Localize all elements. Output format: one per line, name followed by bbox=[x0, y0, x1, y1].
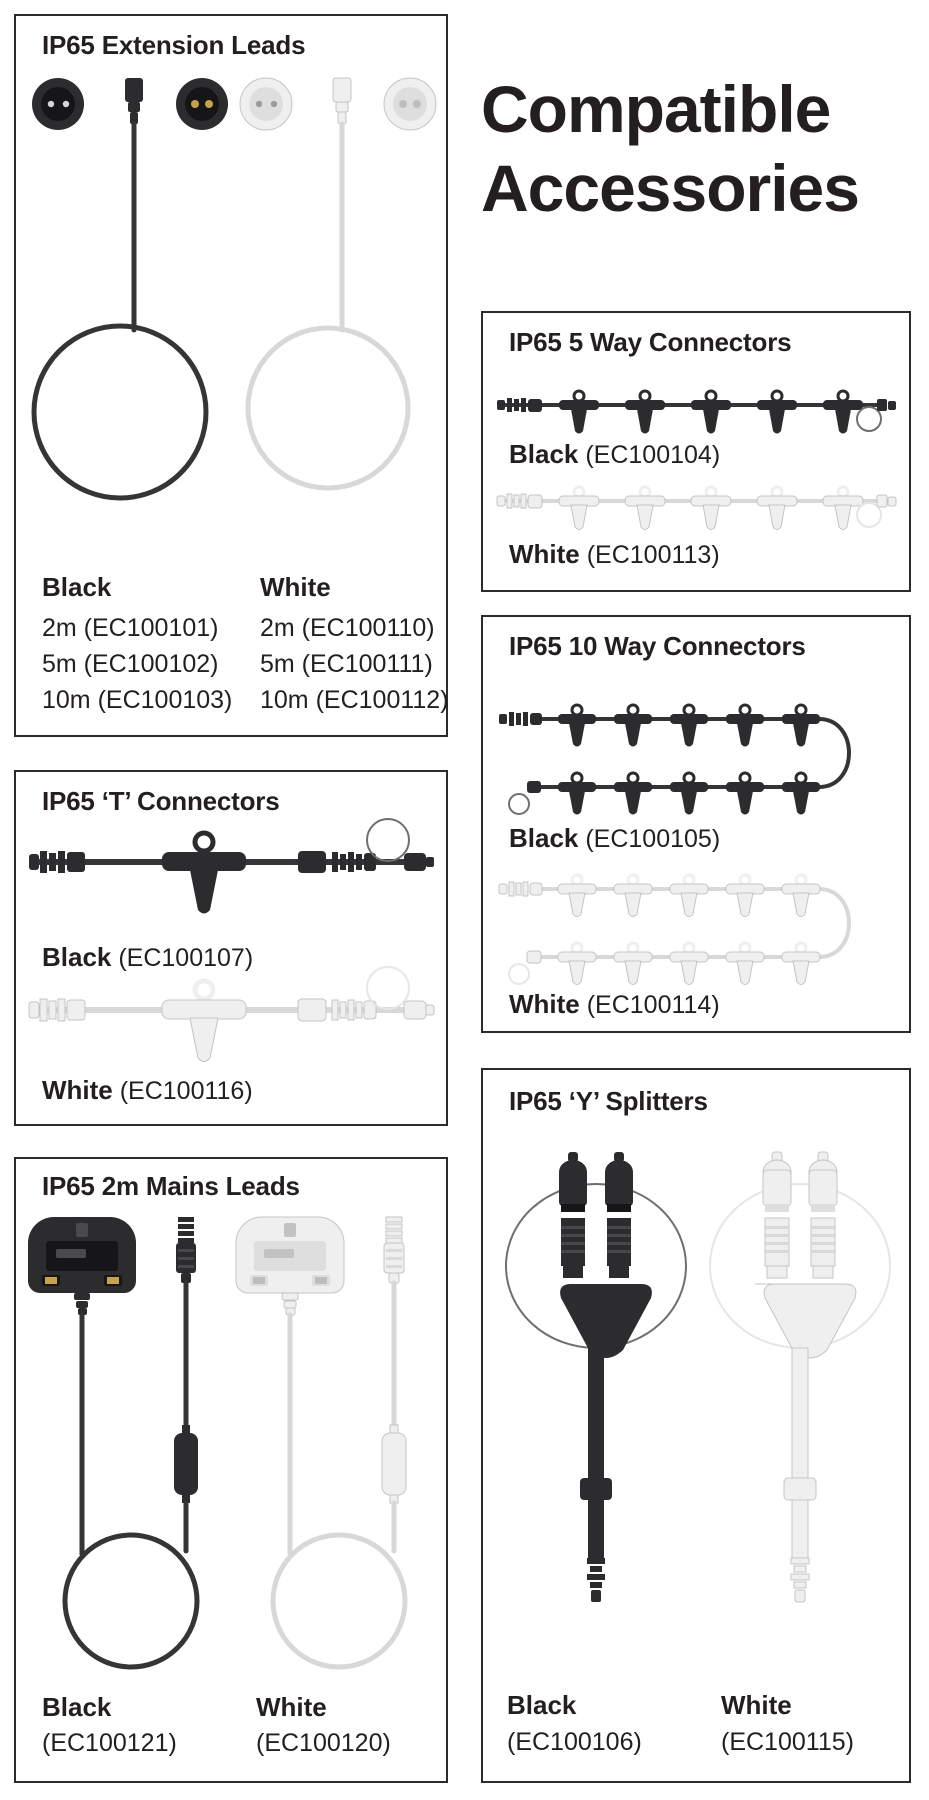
variant-label-black: Black bbox=[42, 942, 112, 972]
extension-lead-black-image bbox=[22, 68, 234, 548]
variant-row: 5m (EC100102) bbox=[42, 650, 219, 678]
variant-label-black: Black bbox=[507, 1690, 577, 1720]
t-connector-white-image bbox=[26, 966, 436, 1070]
variant-code-white: (EC100114) bbox=[586, 991, 720, 1019]
variant-code-black: (EC100104) bbox=[585, 441, 721, 469]
variant-code-white: (EC100115) bbox=[721, 1728, 854, 1756]
variant-label-black: Black bbox=[42, 1692, 112, 1722]
section-ten-way-connectors bbox=[481, 615, 911, 1033]
variant-codes-white bbox=[260, 610, 449, 718]
five-way-white-image bbox=[495, 485, 898, 533]
section-title: IP65 10 Way Connectors bbox=[509, 631, 806, 661]
y-splitter-black-image bbox=[501, 1138, 691, 1653]
variant-line-black bbox=[509, 439, 720, 470]
variant-code-black: (EC100121) bbox=[42, 1729, 177, 1757]
five-way-black-image bbox=[495, 389, 898, 437]
variant-code-white: (EC100120) bbox=[256, 1729, 391, 1757]
variant-code-black: (EC100105) bbox=[585, 825, 721, 853]
extension-lead-white-image bbox=[230, 68, 442, 548]
section-title: IP65 ‘T’ Connectors bbox=[42, 786, 280, 816]
mains-lead-white-image bbox=[234, 1211, 439, 1671]
variant-label-black: Black bbox=[509, 823, 579, 853]
ten-way-black-image bbox=[497, 699, 892, 821]
variant-label-white: White bbox=[260, 572, 331, 602]
variant-line-black bbox=[509, 823, 720, 854]
mains-lead-black-image bbox=[26, 1211, 231, 1671]
variant-code-black: (EC100106) bbox=[507, 1728, 642, 1756]
variant-code-black: (EC100107) bbox=[118, 944, 254, 972]
section-extension-leads bbox=[14, 14, 448, 737]
section-five-way-connectors bbox=[481, 311, 911, 592]
t-connector-black-image bbox=[26, 818, 436, 922]
variant-label-black: Black bbox=[42, 572, 112, 602]
variant-line-white bbox=[42, 1075, 253, 1106]
variant-label-white: White bbox=[509, 539, 580, 569]
variant-code-white: (EC100113) bbox=[586, 541, 720, 569]
section-title: IP65 2m Mains Leads bbox=[42, 1171, 300, 1201]
variant-row: 5m (EC100111) bbox=[260, 650, 433, 678]
variant-label-white: White bbox=[721, 1690, 792, 1720]
variant-label-black: Black bbox=[509, 439, 579, 469]
variant-label-white: White bbox=[42, 1075, 113, 1105]
variant-row: 2m (EC100110) bbox=[260, 614, 435, 642]
variant-line-white bbox=[509, 539, 720, 570]
section-title: IP65 Extension Leads bbox=[42, 30, 306, 60]
variant-row: 10m (EC100103) bbox=[42, 686, 233, 714]
ten-way-white-image bbox=[497, 869, 892, 991]
section-title: IP65 ‘Y’ Splitters bbox=[509, 1086, 708, 1116]
section-t-connectors bbox=[14, 770, 448, 1126]
variant-codes-black bbox=[42, 610, 232, 718]
section-title: IP65 5 Way Connectors bbox=[509, 327, 792, 357]
variant-row: 10m (EC100112) bbox=[260, 686, 449, 714]
page-title: Compatible Accessories bbox=[481, 72, 859, 226]
variant-code-white: (EC100116) bbox=[119, 1077, 253, 1105]
variant-line-white bbox=[509, 989, 720, 1020]
variant-row: 2m (EC100101) bbox=[42, 614, 219, 642]
variant-label-white: White bbox=[256, 1692, 327, 1722]
y-splitter-white-image bbox=[705, 1138, 895, 1653]
section-mains-leads bbox=[14, 1157, 448, 1783]
variant-label-white: White bbox=[509, 989, 580, 1019]
section-y-splitters bbox=[481, 1068, 911, 1783]
